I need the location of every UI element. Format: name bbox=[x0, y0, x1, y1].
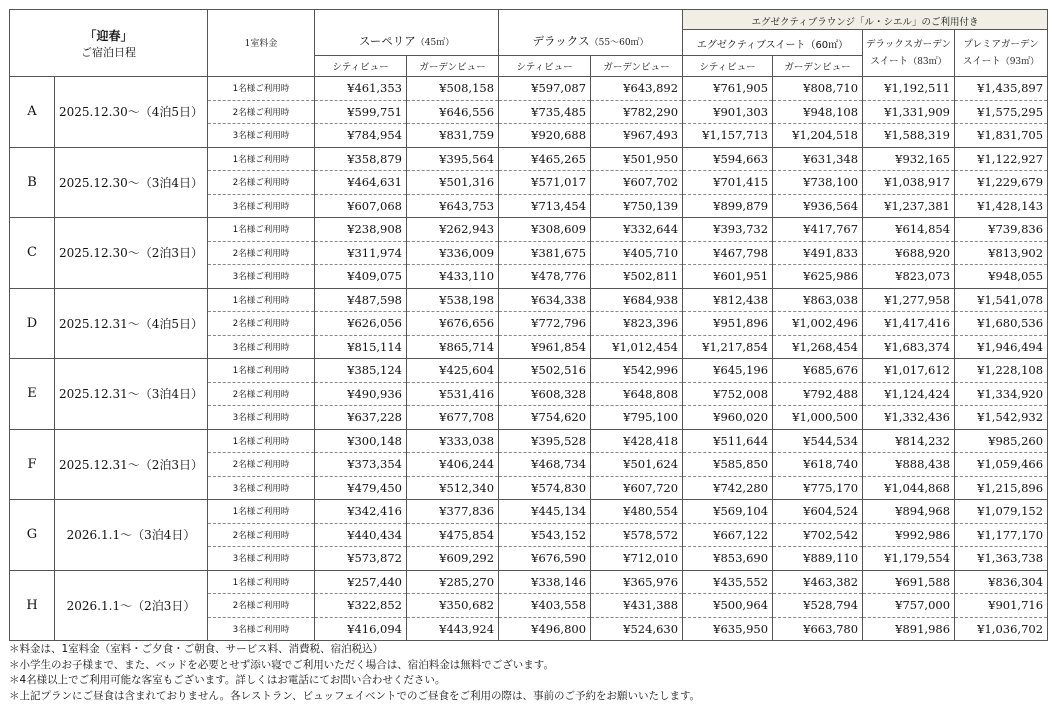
occupancy-label: 2名様ご利用時 bbox=[208, 523, 315, 547]
price-cell: ¥1,237,381 bbox=[863, 194, 955, 218]
price-cell: ¥542,996 bbox=[591, 359, 683, 383]
plan-dates: 2025.12.31〜（4泊5日） bbox=[55, 288, 208, 359]
price-cell: ¥735,485 bbox=[499, 100, 591, 124]
price-cell: ¥487,598 bbox=[315, 288, 407, 312]
price-cell: ¥677,708 bbox=[407, 406, 499, 430]
price-cell: ¥597,087 bbox=[499, 77, 591, 101]
price-cell: ¥257,440 bbox=[315, 570, 407, 594]
price-cell: ¥601,951 bbox=[683, 265, 773, 289]
price-cell: ¥409,075 bbox=[315, 265, 407, 289]
price-cell: ¥646,556 bbox=[407, 100, 499, 124]
price-cell: ¥813,902 bbox=[955, 241, 1048, 265]
price-cell: ¥951,896 bbox=[683, 312, 773, 336]
price-cell: ¥585,850 bbox=[683, 453, 773, 477]
price-cell: ¥435,552 bbox=[683, 570, 773, 594]
occupancy-label: 1名様ご利用時 bbox=[208, 570, 315, 594]
occupancy-label: 3名様ご利用時 bbox=[208, 124, 315, 148]
price-cell: ¥1,435,897 bbox=[955, 77, 1048, 101]
table-row bbox=[10, 359, 1048, 383]
price-cell: ¥713,454 bbox=[499, 194, 591, 218]
plan-dates: 2026.1.1〜（3泊4日） bbox=[55, 500, 208, 571]
price-cell: ¥1,277,958 bbox=[863, 288, 955, 312]
occupancy-label: 3名様ご利用時 bbox=[208, 335, 315, 359]
price-cell: ¥831,759 bbox=[407, 124, 499, 148]
plan-dates: 2026.1.1〜（2泊3日） bbox=[55, 570, 208, 641]
price-cell: ¥631,348 bbox=[773, 147, 863, 171]
price-cell: ¥358,879 bbox=[315, 147, 407, 171]
price-cell: ¥889,110 bbox=[773, 547, 863, 571]
price-cell: ¥823,396 bbox=[591, 312, 683, 336]
price-cell: ¥899,879 bbox=[683, 194, 773, 218]
occupancy-label: 2名様ご利用時 bbox=[208, 453, 315, 477]
price-cell: ¥528,794 bbox=[773, 594, 863, 618]
price-cell: ¥1,331,909 bbox=[863, 100, 955, 124]
price-cell: ¥772,796 bbox=[499, 312, 591, 336]
price-cell: ¥625,986 bbox=[773, 265, 863, 289]
price-cell: ¥863,038 bbox=[773, 288, 863, 312]
price-cell: ¥262,943 bbox=[407, 218, 499, 242]
price-cell: ¥948,108 bbox=[773, 100, 863, 124]
plan-title: 「迎春」 bbox=[84, 28, 133, 43]
plan-code: G bbox=[10, 500, 55, 571]
price-cell: ¥932,165 bbox=[863, 147, 955, 171]
price-cell: ¥607,702 bbox=[591, 171, 683, 195]
premier-garden-header bbox=[955, 30, 1048, 77]
note: ＊小学生のお子様まで、また、ベッドを必要とせず添い寝でご利用いただく場合は、宿泊料金は無料でございます。 bbox=[9, 658, 554, 671]
price-cell: ¥425,604 bbox=[407, 359, 499, 383]
price-cell: ¥992,986 bbox=[863, 523, 955, 547]
plan-code: A bbox=[10, 77, 55, 148]
superior-area: （45㎡） bbox=[415, 38, 455, 48]
price-cell: ¥1,002,496 bbox=[773, 312, 863, 336]
plan-code: F bbox=[10, 429, 55, 500]
occupancy-label: 3名様ご利用時 bbox=[208, 476, 315, 500]
price-cell: ¥464,631 bbox=[315, 171, 407, 195]
price-cell: ¥891,986 bbox=[863, 617, 955, 641]
price-cell: ¥512,340 bbox=[407, 476, 499, 500]
price-cell: ¥712,010 bbox=[591, 547, 683, 571]
price-cell: ¥609,292 bbox=[407, 547, 499, 571]
price-cell: ¥738,100 bbox=[773, 171, 863, 195]
price-cell: ¥985,260 bbox=[955, 429, 1048, 453]
plan-dates: 2025.12.30〜（3泊4日） bbox=[55, 147, 208, 218]
occupancy-label: 1名様ご利用時 bbox=[208, 218, 315, 242]
price-cell: ¥1,541,078 bbox=[955, 288, 1048, 312]
note: ＊上記プランにご昼食は含まれておりません。各レストラン、ビュッフェイベントでのご昼食をご利用の際は、事前のご予約をお願いいたします。 bbox=[9, 689, 701, 702]
price-cell: ¥1,177,170 bbox=[955, 523, 1048, 547]
price-cell: ¥836,304 bbox=[955, 570, 1048, 594]
price-cell: ¥901,716 bbox=[955, 594, 1048, 618]
price-cell: ¥635,950 bbox=[683, 617, 773, 641]
price-cell: ¥336,009 bbox=[407, 241, 499, 265]
rate-label-cell bbox=[208, 10, 315, 77]
plan-dates: 2025.12.31〜（2泊3日） bbox=[55, 429, 208, 500]
price-cell: ¥618,740 bbox=[773, 453, 863, 477]
rate-table-body bbox=[10, 77, 1048, 641]
rate-label: 1室料金 bbox=[244, 38, 278, 49]
price-cell: ¥645,196 bbox=[683, 359, 773, 383]
price-cell: ¥1,012,454 bbox=[591, 335, 683, 359]
price-cell: ¥784,954 bbox=[315, 124, 407, 148]
price-cell: ¥1,228,108 bbox=[955, 359, 1048, 383]
price-cell: ¥865,714 bbox=[407, 335, 499, 359]
price-cell: ¥967,493 bbox=[591, 124, 683, 148]
price-cell: ¥701,415 bbox=[683, 171, 773, 195]
price-cell: ¥377,836 bbox=[407, 500, 499, 524]
price-cell: ¥812,438 bbox=[683, 288, 773, 312]
price-cell: ¥1,000,500 bbox=[773, 406, 863, 430]
price-cell: ¥920,688 bbox=[499, 124, 591, 148]
table-row bbox=[10, 147, 1048, 171]
price-cell: ¥502,811 bbox=[591, 265, 683, 289]
price-cell: ¥742,280 bbox=[683, 476, 773, 500]
price-cell: ¥634,338 bbox=[499, 288, 591, 312]
plan-code: H bbox=[10, 570, 55, 641]
price-cell: ¥1,059,466 bbox=[955, 453, 1048, 477]
plan-code: E bbox=[10, 359, 55, 430]
price-cell: ¥350,682 bbox=[407, 594, 499, 618]
price-cell: ¥1,683,374 bbox=[863, 335, 955, 359]
price-cell: ¥538,198 bbox=[407, 288, 499, 312]
price-cell: ¥948,055 bbox=[955, 265, 1048, 289]
table-row bbox=[10, 570, 1048, 594]
occupancy-label: 3名様ご利用時 bbox=[208, 547, 315, 571]
price-cell: ¥393,732 bbox=[683, 218, 773, 242]
price-cell: ¥676,656 bbox=[407, 312, 499, 336]
price-cell: ¥643,753 bbox=[407, 194, 499, 218]
price-cell: ¥1,179,554 bbox=[863, 547, 955, 571]
price-cell: ¥571,017 bbox=[499, 171, 591, 195]
deluxe-garden-area: （83㎡） bbox=[908, 56, 947, 67]
deluxe-garden-label-2: スイート bbox=[870, 55, 909, 67]
price-cell: ¥322,852 bbox=[315, 594, 407, 618]
price-cell: ¥901,303 bbox=[683, 100, 773, 124]
price-cell: ¥626,056 bbox=[315, 312, 407, 336]
superior-garden-view: ガーデンビュー bbox=[407, 56, 499, 77]
deluxe-garden-label-1: デラックスガーデン bbox=[866, 38, 952, 50]
price-cell: ¥685,676 bbox=[773, 359, 863, 383]
deluxe-header bbox=[499, 10, 683, 56]
price-cell: ¥607,068 bbox=[315, 194, 407, 218]
price-cell: ¥333,038 bbox=[407, 429, 499, 453]
price-cell: ¥936,564 bbox=[773, 194, 863, 218]
premier-garden-label-2: スイート bbox=[962, 55, 1001, 67]
price-cell: ¥608,328 bbox=[499, 382, 591, 406]
price-cell: ¥795,100 bbox=[591, 406, 683, 430]
price-cell: ¥594,663 bbox=[683, 147, 773, 171]
price-cell: ¥381,675 bbox=[499, 241, 591, 265]
price-cell: ¥1,417,416 bbox=[863, 312, 955, 336]
price-cell: ¥667,122 bbox=[683, 523, 773, 547]
price-cell: ¥1,217,854 bbox=[683, 335, 773, 359]
price-cell: ¥761,905 bbox=[683, 77, 773, 101]
price-cell: ¥648,808 bbox=[591, 382, 683, 406]
price-cell: ¥373,354 bbox=[315, 453, 407, 477]
price-cell: ¥338,146 bbox=[499, 570, 591, 594]
price-cell: ¥1,332,436 bbox=[863, 406, 955, 430]
table-row bbox=[10, 500, 1048, 524]
price-cell: ¥1,268,454 bbox=[773, 335, 863, 359]
stay-dates-header: ご宿泊日程 bbox=[81, 45, 136, 59]
deluxe-city-view: シティビュー bbox=[499, 56, 591, 77]
plan-code: C bbox=[10, 218, 55, 289]
price-cell: ¥501,624 bbox=[591, 453, 683, 477]
price-cell: ¥238,908 bbox=[315, 218, 407, 242]
occupancy-label: 2名様ご利用時 bbox=[208, 100, 315, 124]
exec-suite-header bbox=[683, 30, 863, 56]
price-cell: ¥688,920 bbox=[863, 241, 955, 265]
table-row bbox=[10, 77, 1048, 101]
price-cell: ¥604,524 bbox=[773, 500, 863, 524]
plan-dates: 2025.12.30〜（4泊5日） bbox=[55, 77, 208, 148]
plan-dates: 2025.12.30〜（2泊3日） bbox=[55, 218, 208, 289]
occupancy-label: 3名様ご利用時 bbox=[208, 406, 315, 430]
price-cell: ¥308,609 bbox=[499, 218, 591, 242]
price-cell: ¥385,124 bbox=[315, 359, 407, 383]
price-cell: ¥501,316 bbox=[407, 171, 499, 195]
lounge-label: エグゼクティブラウンジ「ル・シエル」のご利用付き bbox=[751, 17, 979, 28]
price-cell: ¥1,157,713 bbox=[683, 124, 773, 148]
note: ＊料金は、1室料金（室料・ご夕食・ご朝食、サービス料、消費税、宿泊税込） bbox=[9, 643, 384, 655]
price-cell: ¥1,588,319 bbox=[863, 124, 955, 148]
price-cell: ¥574,830 bbox=[499, 476, 591, 500]
price-cell: ¥395,564 bbox=[407, 147, 499, 171]
superior-header bbox=[315, 10, 499, 56]
price-cell: ¥1,363,738 bbox=[955, 547, 1048, 571]
price-cell: ¥475,854 bbox=[407, 523, 499, 547]
exec-garden-view: ガーデンビュー bbox=[773, 56, 863, 77]
price-cell: ¥468,734 bbox=[499, 453, 591, 477]
price-cell: ¥543,152 bbox=[499, 523, 591, 547]
occupancy-label: 2名様ご利用時 bbox=[208, 594, 315, 618]
price-cell: ¥1,036,702 bbox=[955, 617, 1048, 641]
price-cell: ¥501,950 bbox=[591, 147, 683, 171]
deluxe-label: デラックス bbox=[532, 34, 590, 48]
occupancy-label: 2名様ご利用時 bbox=[208, 382, 315, 406]
price-cell: ¥440,434 bbox=[315, 523, 407, 547]
price-cell: ¥1,542,932 bbox=[955, 406, 1048, 430]
price-cell: ¥1,038,917 bbox=[863, 171, 955, 195]
deluxe-garden-header bbox=[863, 30, 955, 77]
price-cell: ¥480,554 bbox=[591, 500, 683, 524]
occupancy-label: 2名様ご利用時 bbox=[208, 312, 315, 336]
price-cell: ¥1,831,705 bbox=[955, 124, 1048, 148]
price-cell: ¥433,110 bbox=[407, 265, 499, 289]
price-cell: ¥508,158 bbox=[407, 77, 499, 101]
exec-suite-label: エグゼクティブスイート（60㎡） bbox=[696, 40, 849, 51]
deluxe-area: （55〜60㎡） bbox=[589, 38, 649, 48]
price-cell: ¥524,630 bbox=[591, 617, 683, 641]
price-cell: ¥463,382 bbox=[773, 570, 863, 594]
price-cell: ¥1,215,896 bbox=[955, 476, 1048, 500]
price-cell: ¥823,073 bbox=[863, 265, 955, 289]
occupancy-label: 1名様ご利用時 bbox=[208, 288, 315, 312]
price-cell: ¥500,964 bbox=[683, 594, 773, 618]
occupancy-label: 3名様ご利用時 bbox=[208, 194, 315, 218]
rate-table-document bbox=[9, 9, 1047, 704]
occupancy-label: 1名様ご利用時 bbox=[208, 147, 315, 171]
price-cell: ¥1,575,295 bbox=[955, 100, 1048, 124]
price-cell: ¥808,710 bbox=[773, 77, 863, 101]
price-cell: ¥285,270 bbox=[407, 570, 499, 594]
superior-label: スーペリア bbox=[358, 34, 416, 48]
price-cell: ¥750,139 bbox=[591, 194, 683, 218]
price-cell: ¥511,644 bbox=[683, 429, 773, 453]
price-cell: ¥342,416 bbox=[315, 500, 407, 524]
exec-city-view: シティビュー bbox=[683, 56, 773, 77]
table-row bbox=[10, 429, 1048, 453]
price-cell: ¥445,134 bbox=[499, 500, 591, 524]
price-cell: ¥888,438 bbox=[863, 453, 955, 477]
plan-header-cell bbox=[10, 10, 208, 77]
price-cell: ¥569,104 bbox=[683, 500, 773, 524]
price-cell: ¥637,228 bbox=[315, 406, 407, 430]
price-cell: ¥496,800 bbox=[499, 617, 591, 641]
price-cell: ¥1,017,612 bbox=[863, 359, 955, 383]
price-cell: ¥663,780 bbox=[773, 617, 863, 641]
plan-code: D bbox=[10, 288, 55, 359]
price-cell: ¥406,244 bbox=[407, 453, 499, 477]
note: ＊4名様以上でご利用可能な客室もございます。詳しくはお電話にてお問い合わせください。 bbox=[9, 674, 446, 687]
price-cell: ¥573,872 bbox=[315, 547, 407, 571]
price-cell: ¥405,710 bbox=[591, 241, 683, 265]
price-cell: ¥1,044,868 bbox=[863, 476, 955, 500]
price-cell: ¥578,572 bbox=[591, 523, 683, 547]
price-cell: ¥814,232 bbox=[863, 429, 955, 453]
price-cell: ¥416,094 bbox=[315, 617, 407, 641]
occupancy-label: 2名様ご利用時 bbox=[208, 241, 315, 265]
price-cell: ¥502,516 bbox=[499, 359, 591, 383]
price-cell: ¥332,644 bbox=[591, 218, 683, 242]
price-cell: ¥428,418 bbox=[591, 429, 683, 453]
notes bbox=[9, 642, 1047, 704]
price-cell: ¥960,020 bbox=[683, 406, 773, 430]
price-cell: ¥643,892 bbox=[591, 77, 683, 101]
occupancy-label: 3名様ご利用時 bbox=[208, 617, 315, 641]
price-cell: ¥531,416 bbox=[407, 382, 499, 406]
table-row bbox=[10, 288, 1048, 312]
price-cell: ¥465,265 bbox=[499, 147, 591, 171]
price-cell: ¥894,968 bbox=[863, 500, 955, 524]
price-cell: ¥775,170 bbox=[773, 476, 863, 500]
price-cell: ¥614,854 bbox=[863, 218, 955, 242]
price-cell: ¥443,924 bbox=[407, 617, 499, 641]
price-cell: ¥961,854 bbox=[499, 335, 591, 359]
price-cell: ¥1,204,518 bbox=[773, 124, 863, 148]
price-cell: ¥1,946,494 bbox=[955, 335, 1048, 359]
price-cell: ¥599,751 bbox=[315, 100, 407, 124]
price-cell: ¥1,334,920 bbox=[955, 382, 1048, 406]
deluxe-garden-view: ガーデンビュー bbox=[591, 56, 683, 77]
price-cell: ¥853,690 bbox=[683, 547, 773, 571]
price-cell: ¥782,290 bbox=[591, 100, 683, 124]
price-cell: ¥684,938 bbox=[591, 288, 683, 312]
plan-code: B bbox=[10, 147, 55, 218]
rate-table bbox=[9, 9, 1048, 641]
occupancy-label: 1名様ご利用時 bbox=[208, 429, 315, 453]
price-cell: ¥300,148 bbox=[315, 429, 407, 453]
price-cell: ¥311,974 bbox=[315, 241, 407, 265]
plan-dates: 2025.12.31〜（3泊4日） bbox=[55, 359, 208, 430]
price-cell: ¥754,620 bbox=[499, 406, 591, 430]
premier-garden-label-1: プレミアガーデン bbox=[963, 38, 1039, 50]
price-cell: ¥1,122,927 bbox=[955, 147, 1048, 171]
occupancy-label: 2名様ご利用時 bbox=[208, 171, 315, 195]
superior-city-view: シティビュー bbox=[315, 56, 407, 77]
price-cell: ¥467,798 bbox=[683, 241, 773, 265]
price-cell: ¥607,720 bbox=[591, 476, 683, 500]
price-cell: ¥739,836 bbox=[955, 218, 1048, 242]
price-cell: ¥365,976 bbox=[591, 570, 683, 594]
price-cell: ¥544,534 bbox=[773, 429, 863, 453]
price-cell: ¥461,353 bbox=[315, 77, 407, 101]
table-row bbox=[10, 218, 1048, 242]
occupancy-label: 1名様ご利用時 bbox=[208, 359, 315, 383]
price-cell: ¥491,833 bbox=[773, 241, 863, 265]
price-cell: ¥417,767 bbox=[773, 218, 863, 242]
price-cell: ¥757,000 bbox=[863, 594, 955, 618]
occupancy-label: 1名様ご利用時 bbox=[208, 77, 315, 101]
lounge-header bbox=[683, 10, 1048, 30]
premier-garden-area: （93㎡） bbox=[1000, 56, 1040, 67]
price-cell: ¥479,450 bbox=[315, 476, 407, 500]
occupancy-label: 3名様ご利用時 bbox=[208, 265, 315, 289]
price-cell: ¥403,558 bbox=[499, 594, 591, 618]
price-cell: ¥1,079,152 bbox=[955, 500, 1048, 524]
price-cell: ¥1,229,679 bbox=[955, 171, 1048, 195]
price-cell: ¥815,114 bbox=[315, 335, 407, 359]
price-cell: ¥702,542 bbox=[773, 523, 863, 547]
price-cell: ¥1,124,424 bbox=[863, 382, 955, 406]
price-cell: ¥676,590 bbox=[499, 547, 591, 571]
price-cell: ¥691,588 bbox=[863, 570, 955, 594]
price-cell: ¥395,528 bbox=[499, 429, 591, 453]
price-cell: ¥1,192,511 bbox=[863, 77, 955, 101]
price-cell: ¥792,488 bbox=[773, 382, 863, 406]
occupancy-label: 1名様ご利用時 bbox=[208, 500, 315, 524]
price-cell: ¥752,008 bbox=[683, 382, 773, 406]
price-cell: ¥1,428,143 bbox=[955, 194, 1048, 218]
price-cell: ¥490,936 bbox=[315, 382, 407, 406]
price-cell: ¥431,388 bbox=[591, 594, 683, 618]
price-cell: ¥1,680,536 bbox=[955, 312, 1048, 336]
price-cell: ¥478,776 bbox=[499, 265, 591, 289]
